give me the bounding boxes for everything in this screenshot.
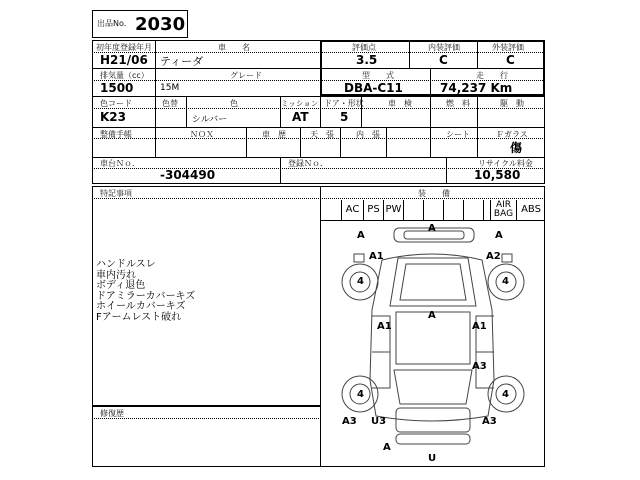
- damage-rear-left-quarter: A3: [342, 416, 357, 427]
- history-label: 車 歴: [262, 130, 286, 139]
- exterior-label: 外装評価: [492, 43, 524, 52]
- remarks-label: 特記事項: [100, 189, 132, 198]
- year-label: 初年度登録年月: [96, 43, 152, 52]
- equipment-label: 装 備: [418, 189, 450, 198]
- damage-front-left-corner: A: [357, 230, 365, 241]
- damage-right-door: A1: [472, 321, 487, 332]
- interior-label: 内装評価: [428, 43, 460, 52]
- fglass-value: 傷: [510, 141, 523, 155]
- equip-abs: ABS: [516, 200, 545, 220]
- damage-front-right-fender: A2: [486, 251, 501, 262]
- remark-item: ボディ退色: [96, 280, 146, 291]
- doors-label: ドア・形状: [324, 99, 364, 108]
- damage-right-rear-door: A3: [472, 361, 487, 372]
- maintenance-label: 整備手帳: [100, 130, 132, 139]
- remark-item: ハンドルスレ: [96, 259, 156, 270]
- damage-rear-right-quarter: A3: [482, 416, 497, 427]
- name-label: 車 名: [218, 43, 250, 52]
- mission-value: AT: [292, 110, 309, 124]
- name-value: ティーダ: [160, 55, 204, 68]
- nox-label: ＮＯＸ: [190, 130, 214, 139]
- damage-rear-bumper-left: A: [383, 442, 391, 453]
- damage-left-door: A1: [377, 321, 392, 332]
- displacement-value: 1500: [100, 81, 134, 95]
- damage-front-right-wheel: 4: [502, 276, 509, 287]
- grade-value: 15M: [160, 83, 180, 93]
- recycle-value: 10,580: [474, 168, 521, 182]
- equip-slot: [403, 200, 423, 220]
- lot-box: [92, 10, 188, 38]
- score-value: 3.5: [356, 53, 378, 67]
- mission-label: ミッション: [281, 99, 319, 108]
- score-label: 評価点: [352, 43, 376, 52]
- equip-pw: PW: [383, 200, 403, 220]
- interior2-label: 内 張: [356, 130, 380, 139]
- color-value: シルバー: [192, 115, 228, 125]
- model-label: 型 式: [362, 71, 394, 80]
- year-value: H21/06: [100, 53, 148, 67]
- registration-label: 登録Ｎｏ．: [288, 159, 328, 168]
- equip-airbag-line1: AIR: [495, 200, 512, 210]
- equip-ac: AC: [341, 200, 363, 220]
- chassis-label: 車台Ｎｏ．: [100, 159, 140, 168]
- damage-rear-left-wheel: 4: [357, 389, 364, 400]
- damage-front-left-wheel: 4: [357, 276, 364, 287]
- repair-box: [92, 406, 321, 467]
- doors-value: 5: [340, 110, 349, 124]
- fuel-label: 燃 料: [446, 99, 470, 108]
- color-change-label: 色替: [162, 99, 178, 108]
- grade-label: グレード: [230, 71, 262, 80]
- model-value: DBA-C11: [344, 81, 403, 95]
- displacement-label: 排気量（cc）: [100, 71, 149, 80]
- equip-slot: [423, 200, 443, 220]
- damage-rear-left-lamp: U3: [371, 416, 387, 427]
- mileage-label: 走 行: [476, 71, 508, 80]
- remark-item: Fアームレスト破れ: [96, 311, 182, 323]
- equip-slot: [443, 200, 463, 220]
- color-code-value: K23: [100, 110, 126, 124]
- remarks-list: [96, 260, 195, 323]
- mileage-value: 74,237 Km: [440, 81, 513, 95]
- damage-front-left-fender: A1: [369, 251, 384, 262]
- recycle-label: リサイクル料金: [478, 159, 533, 168]
- lot-number: 2030: [135, 14, 186, 35]
- equip-airbag: [490, 200, 516, 220]
- equip-ps: PS: [363, 200, 383, 220]
- interior-value: C: [439, 53, 448, 67]
- damage-front-bumper: A: [428, 223, 436, 234]
- equip-slot: [483, 200, 490, 220]
- drive-label: 駆 動: [500, 99, 524, 108]
- remark-item: 車内汚れ: [96, 269, 136, 281]
- equip-airbag-line2: BAG: [493, 209, 514, 219]
- damage-front-right-corner: A: [495, 230, 503, 241]
- damage-roof: A: [428, 310, 436, 321]
- color-code-label: 色コード: [100, 99, 132, 108]
- car-diagram: [320, 220, 545, 467]
- chassis-value: -304490: [160, 168, 216, 182]
- lot-label: 出品No．: [97, 19, 132, 28]
- damage-rear-bumper: U: [428, 453, 437, 464]
- equip-slot: [463, 200, 483, 220]
- exterior-value: C: [506, 53, 515, 67]
- inspection-label: 車 検: [388, 99, 412, 108]
- damage-rear-right-wheel: 4: [502, 389, 509, 400]
- sunroof-label: 天 張: [310, 130, 334, 139]
- color-label: 色: [230, 99, 238, 108]
- remark-item: ドアミラーカバーキズ: [96, 290, 196, 302]
- repair-label: 修復歴: [100, 409, 124, 418]
- fglass-label: Ｆガラス: [496, 130, 528, 139]
- remark-item: ホイールカバーキズ: [96, 301, 186, 312]
- seat-label: シート: [446, 130, 470, 139]
